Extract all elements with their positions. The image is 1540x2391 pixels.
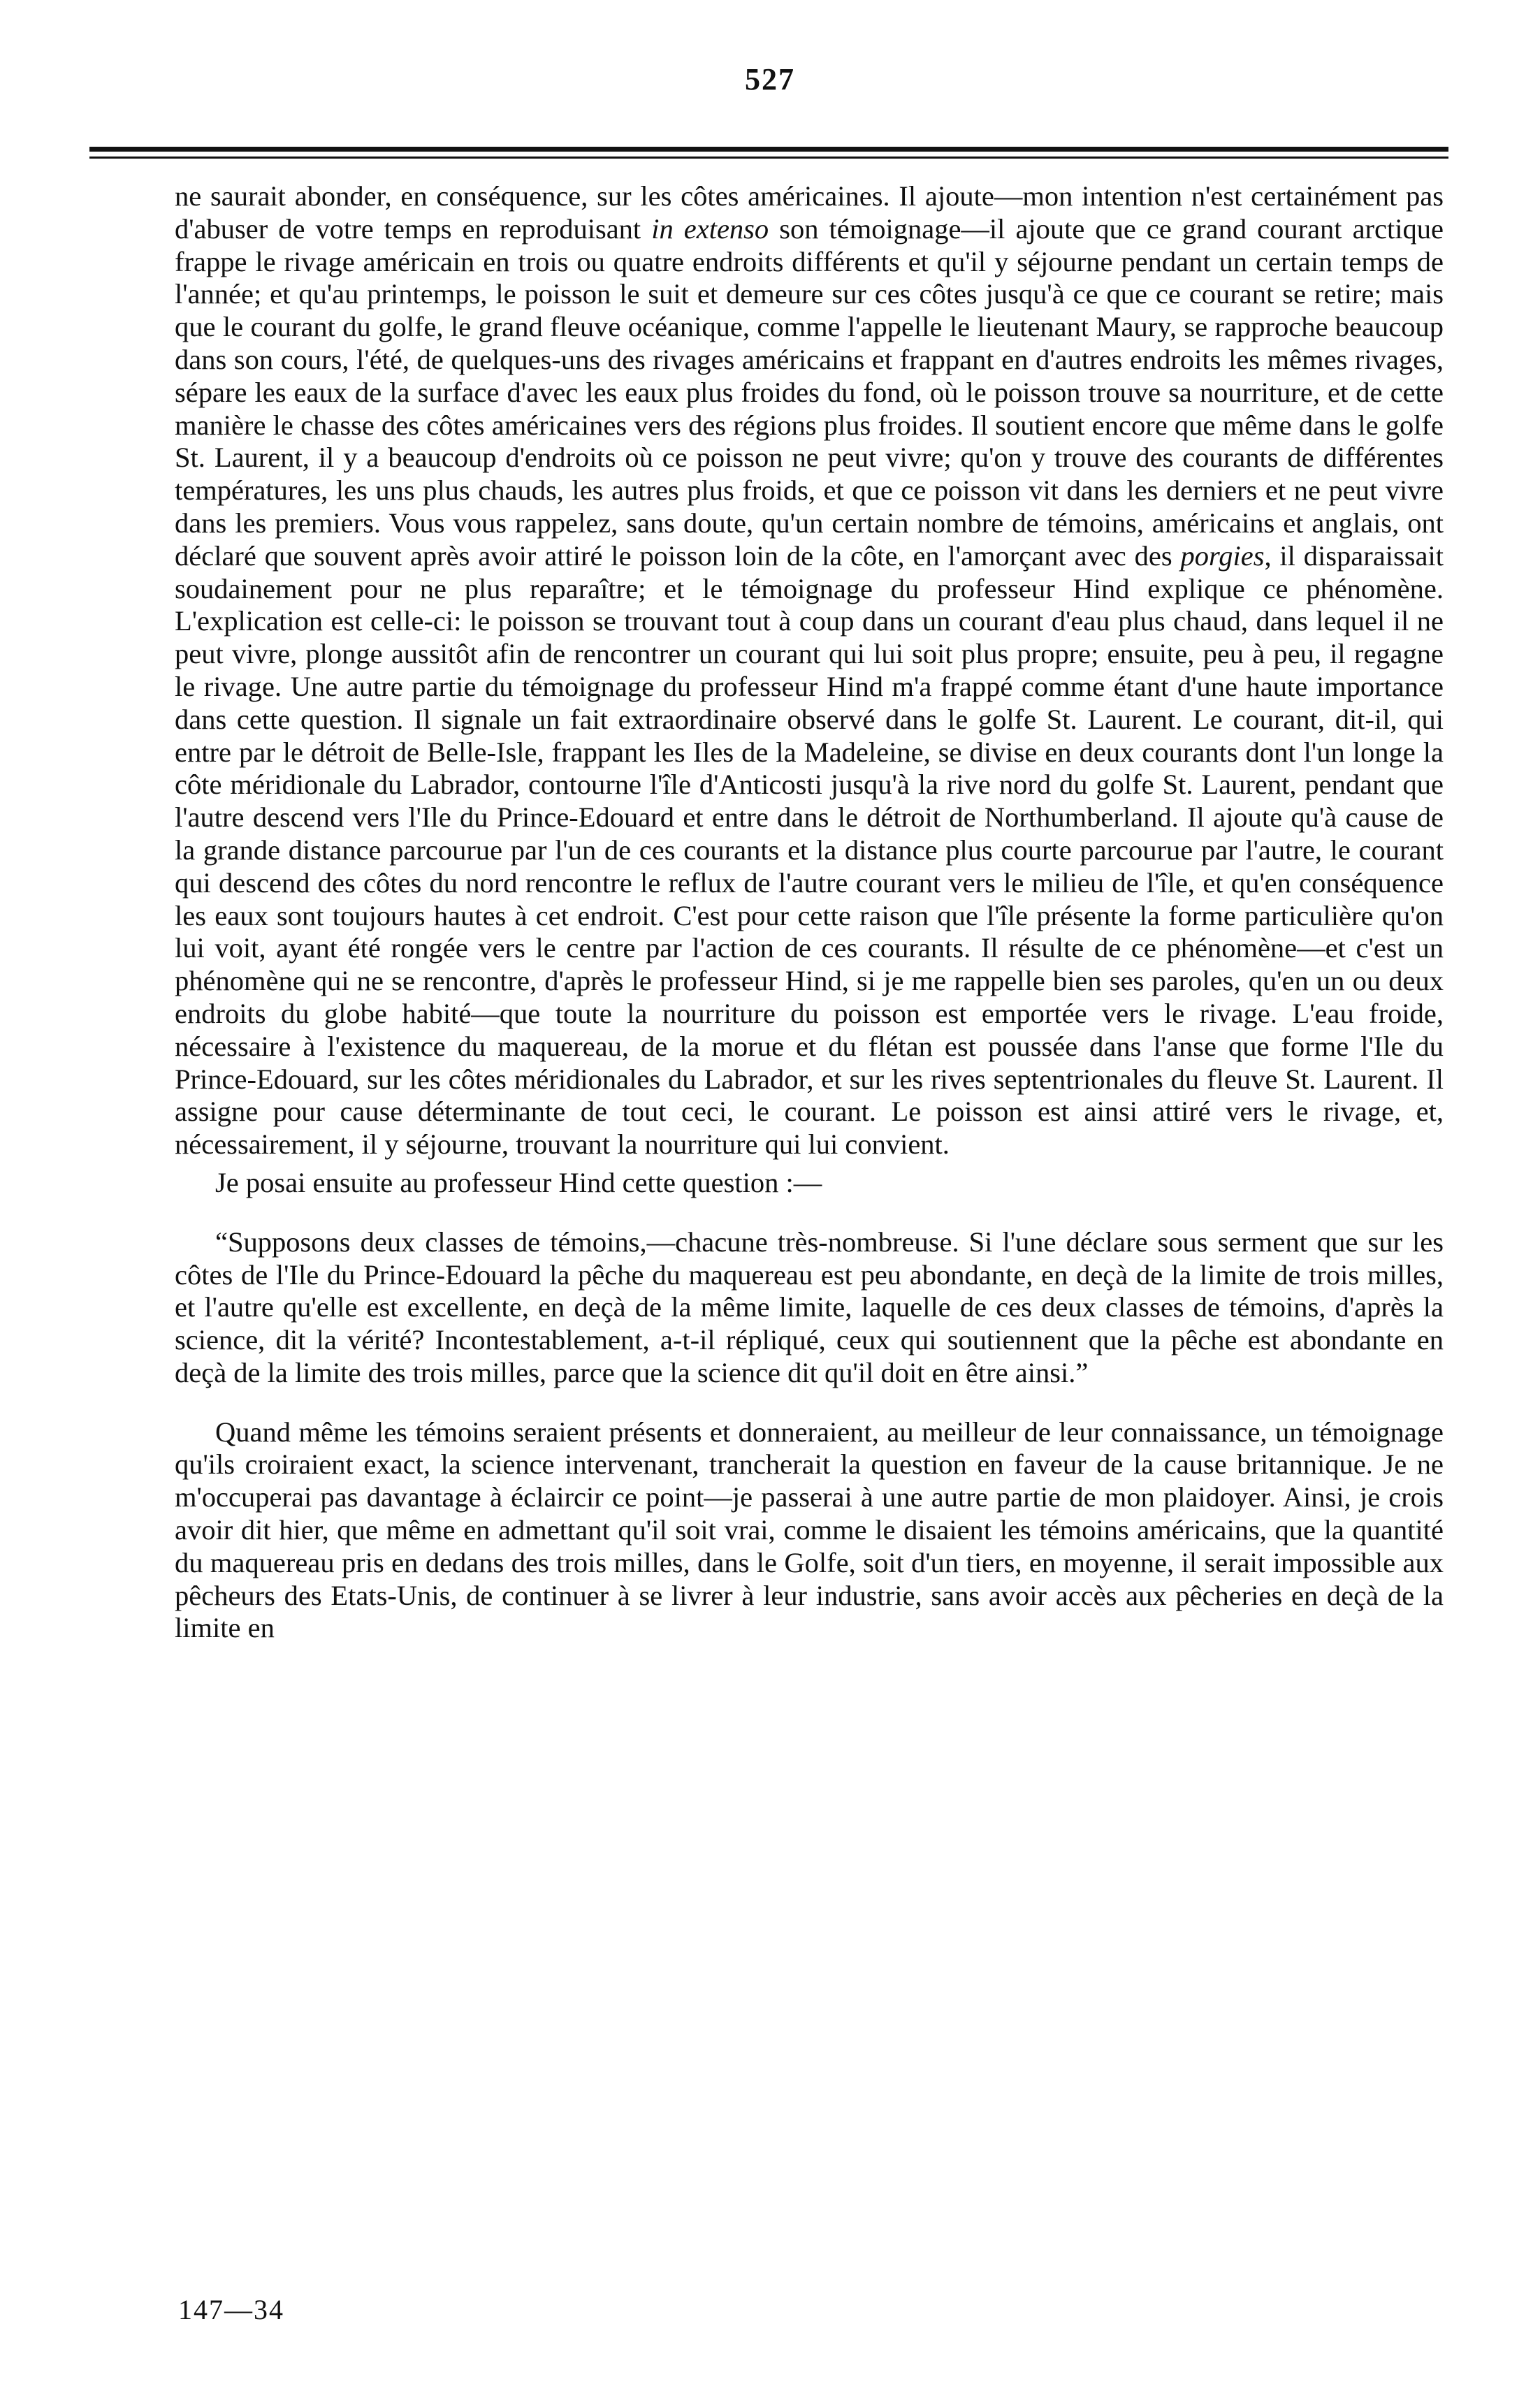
- text-run: son témoignage—il ajoute que ce grand courant arctique frappe le rivage américain en trois ou quatre endroits différents et qu'il y séjourne pendant un certain temps de l'année; et qu'au printemps, le poisson le suit et demeure sur ces côtes jusqu'à ce que ce courant se retire; mais que le courant du golfe, le grand fleuve océanique, comme l'appelle le lieutenant Maury, se rapproche beaucoup dans son cours, l'été, de quelques-uns des rivages américains et frappant en d'autres endroits les mêmes rivages, sépare les eaux de la surface d'avec les eaux plus froides du fond, où le poisson trouve sa nourriture, et de cette manière le chasse des côtes américaines vers des régions plus froides. Il soutient encore que même dans le golfe St. Laurent, il y a beaucoup d'endroits où ce poisson ne peut vivre; qu'on y trouve des courants de différentes températures, les uns plus chauds, les autres plus froids, et que ce poisson vit dans les derniers et ne peut vivre dans les premiers. Vous vous rappelez, sans doute, qu'un certain nombre de témoins, américains et anglais, ont déclaré que souvent après avoir attiré le poisson loin de la côte, en l'amorçant avec des: [175, 212, 1444, 572]
- italic-phrase: porgies: [1180, 539, 1265, 572]
- paragraph: [175, 180, 1444, 1161]
- footer-signature: 147—34: [178, 2294, 284, 2325]
- text-run: “Supposons deux classes de témoins,—chacune très-nombreuse. Si l'une déclare sous serment que sur les côtes de l'Ile du Prince-Edouard la pêche du maquereau est peu abondante, en deçà de la limite de trois milles, et l'autre qu'elle est excellente, en deçà de la même limite, laquelle de ces deux classes de témoins, d'après la science, dit la vérité? Incontestablement, a-t-il répliqué, ceux qui soutiennent que la pêche est abondante en deçà de la limite des trois milles, parce que la science dit qu'il doit en être ainsi.”: [175, 1226, 1444, 1388]
- text-run: Quand même les témoins seraient présents et donneraient, au meilleur de leur connaissance, un témoignage qu'ils croiraient exact, la science intervenant, trancherait la question en faveur de la cause britannique. Je ne m'occuperai pas davantage à éclaircir ce point—je passerai à une autre partie de mon plaidoyer. Ainsi, je crois avoir dit hier, que même en admettant qu'il soit vrai, comme le disaient les témoins américains, que la quantité du maquereau pris en dedans des trois milles, dans le Golfe, soit d'un tiers, en moyenne, il serait impossible aux pêcheurs des Etats-Unis, de continuer à se livrer à leur industrie, sans avoir accès aux pêcheries en deçà de la limite en: [175, 1416, 1444, 1644]
- text-run: Je posai ensuite au professeur Hind cette question :—: [215, 1166, 822, 1198]
- text-run: ne saurait abonder, en conséquence, sur les côtes américaines. Il ajoute—mon intention n'est certainément pas d'abuser de votre temps en reproduisant: [175, 180, 1444, 245]
- page-number: 527: [745, 62, 795, 96]
- text-run: , il disparaissait soudainement pour ne plus reparaître; et le témoignage du professeur Hind explique ce phénomène. L'explication est celle-ci: le poisson se trouvant tout à coup dans un courant d'eau plus chaud, dans lequel il ne peut vivre, plonge aussitôt afin de rencontrer un courant qui lui soit plus propre; ensuite, peu à peu, il regagne le rivage. Une autre partie du témoignage du professeur Hind m'a frappé comme étant d'une haute importance dans cette question. Il signale un fait extraordinaire observé dans le golfe St. Laurent. Le courant, dit-il, qui entre par le détroit de Belle-Isle, frappant les Iles de la Madeleine, se divise en deux courants dont l'un longe la côte méridionale du Labrador, contourne l'île d'Anticosti jusqu'à la rive nord du golfe St. Laurent, pendant que l'autre descend vers l'Ile du Prince-Edouard et entre dans le détroit de Northumberland. Il ajoute qu'à cause de la grande distance parcourue par l'un de ces courants et la distance plus courte parcourue par l'autre, le courant qui descend des côtes du nord rencontre le reflux de l'autre courant vers le milieu de l'île, et qu'en conséquence les eaux sont toujours hautes à cet endroit. C'est pour cette raison que l'île présente la forme particulière qu'on lui voit, ayant été rongée vers le centre par l'action de ces courants. Il résulte de ce phénomène—et c'est un phénomène qui ne se rencontre, d'après le professeur Hind, si je me rappelle bien ses paroles, qu'en un ou deux endroits du globe habité—que toute la nourriture du poisson est emportée vers le rivage. L'eau froide, nécessaire à l'existence du maquereau, de la morue et du flétan est poussée dans l'anse que forme l'Ile du Prince-Edouard, sur les côtes méridionales du Labrador, et sur les rives septentrionales du fleuve St. Laurent. Il assigne pour cause déterminante de tout ceci, le courant. Le poisson est ainsi attiré vers le rivage, et, nécessairement, il y séjourne, trouvant la nourriture qui lui convient.: [175, 539, 1444, 1161]
- paragraph: [175, 1416, 1444, 1645]
- paragraph: [175, 1167, 1444, 1200]
- paragraph: [175, 1226, 1444, 1390]
- header-rule-thin: [89, 157, 1448, 159]
- body-text: [175, 180, 1444, 1645]
- header-rule-thick: [89, 147, 1448, 152]
- italic-phrase: in extenso: [651, 212, 769, 245]
